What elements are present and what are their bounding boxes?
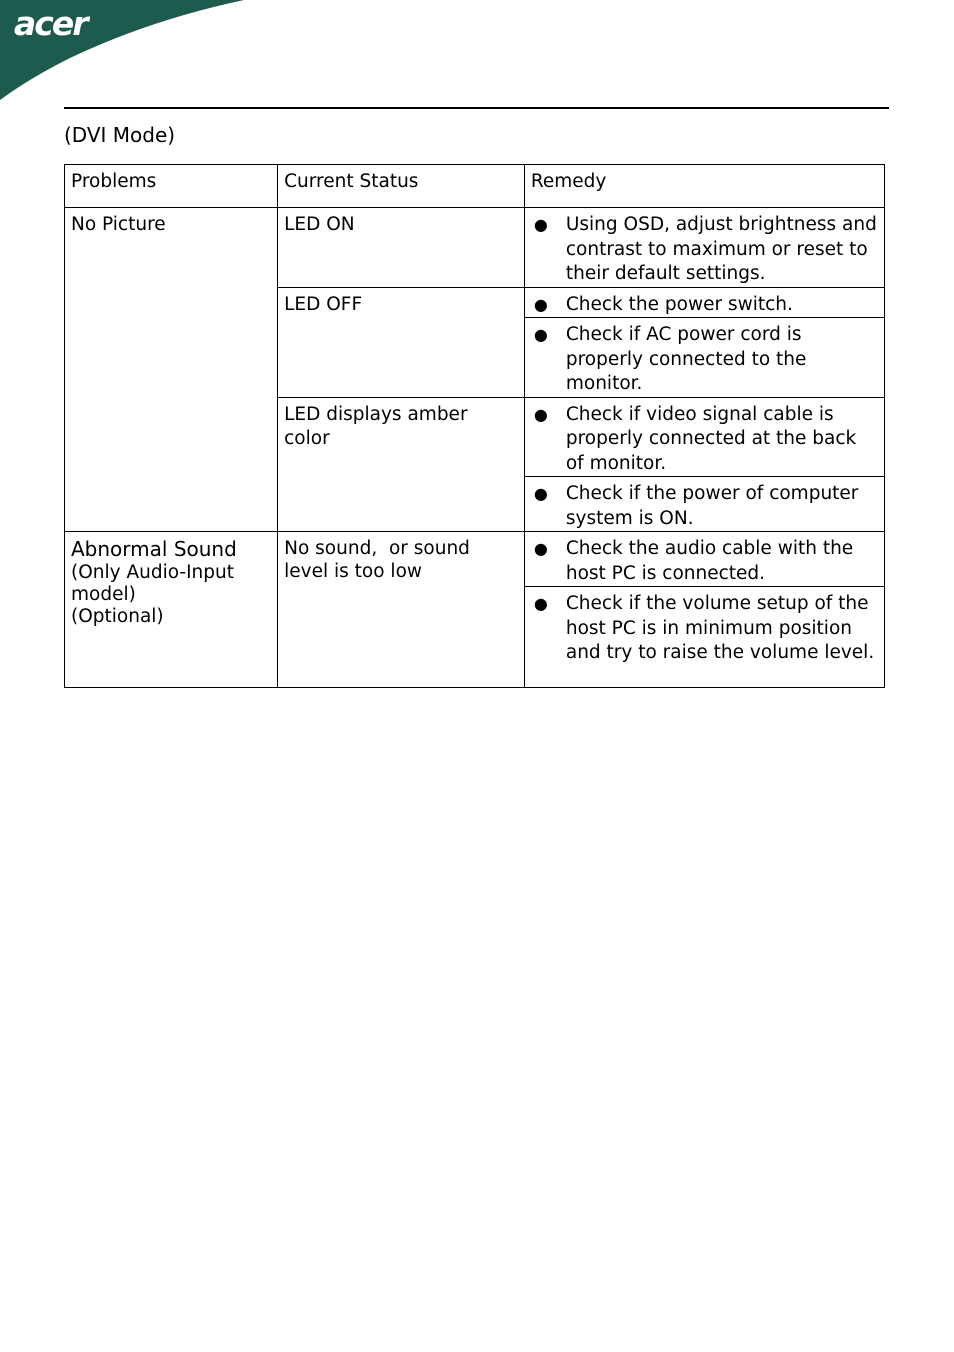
status-cell: LED ON: [278, 208, 525, 288]
header-remedy: Remedy: [524, 165, 884, 208]
remedy-item: ● Check if video signal cable is properly connected at the back of monitor.: [533, 403, 857, 474]
troubleshooting-table: [64, 164, 885, 688]
header-rule: [64, 107, 889, 109]
remedy-item: ● Check the audio cable with the host PC is connected.: [533, 538, 854, 584]
remedy-item: ● Using OSD, adjust brightness and contrast to maximum or reset to their default settings.: [533, 214, 877, 284]
table-row: [65, 532, 885, 587]
remedy-item: ● Check if the power of computer system is ON.: [533, 483, 859, 529]
remedy-item: ● Check if AC power cord is properly connected to the monitor.: [533, 324, 807, 394]
remedy-item: ● Check the power switch.: [531, 293, 878, 318]
acer-logo: acer: [14, 4, 87, 43]
remedy-cell: [524, 587, 884, 688]
bullet-icon: ●: [533, 594, 548, 613]
remedy-cell: [524, 477, 884, 532]
problem-note: (Optional): [71, 605, 164, 627]
bullet-icon: ●: [533, 539, 548, 558]
remedy-cell: [524, 397, 884, 477]
section-title: (DVI Mode): [64, 123, 176, 147]
problem-cell: [65, 208, 278, 532]
header-band: [0, 0, 260, 104]
table-row: [65, 208, 885, 288]
table-header-row: [65, 165, 885, 208]
header-current-status: Current Status: [278, 165, 525, 208]
header-problems: Problems: [65, 165, 278, 208]
bullet-icon: ●: [533, 294, 548, 314]
status-cell: LED OFF: [278, 287, 525, 397]
remedy-cell: [524, 532, 884, 587]
bullet-icon: ●: [533, 484, 548, 503]
status-cell: LED displays amber color: [278, 397, 525, 532]
bullet-icon: ●: [533, 404, 548, 424]
problem-cell: [65, 532, 278, 688]
problem-label: No Picture: [71, 214, 166, 235]
problem-label: Abnormal Sound: [71, 537, 237, 561]
bullet-icon: ●: [533, 325, 548, 344]
remedy-cell: [524, 208, 884, 288]
remedy-cell: [524, 318, 884, 398]
remedy-item: ● Check if the volume setup of the host PC is in minimum position and try to raise the volume level.: [533, 593, 875, 663]
status-label: No sound, or sound level is too low: [284, 538, 476, 582]
status-cell: [278, 532, 525, 688]
problem-note: (Only Audio-Input model): [71, 561, 234, 605]
bullet-icon: ●: [533, 215, 548, 234]
remedy-cell: [524, 287, 884, 318]
